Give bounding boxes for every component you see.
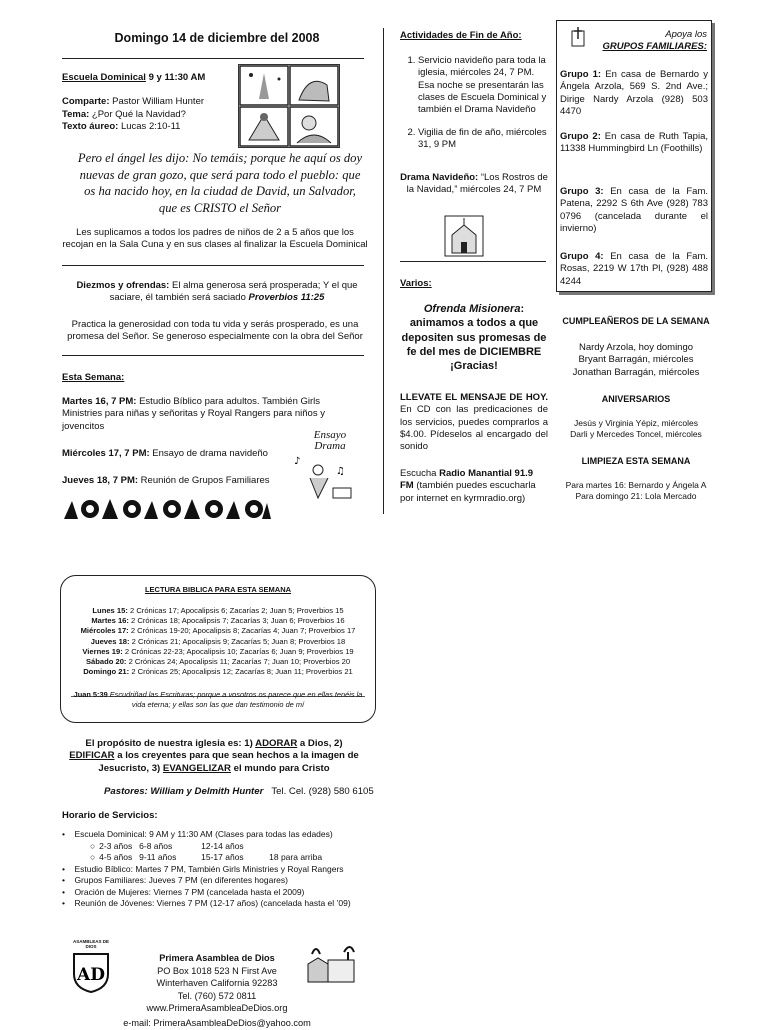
reading-day: Domingo 21: bbox=[83, 667, 130, 677]
divider bbox=[62, 355, 364, 356]
week-event-day: Martes 16, 7 PM: bbox=[62, 396, 137, 407]
reading-text: 2 Crónicas 21; Apocalipsis 9; Zacarías 5; Juan 8; Proverbios 18 bbox=[129, 636, 346, 646]
week-heading: Esta Semana: bbox=[62, 372, 125, 383]
service-text: Estudio Bíblico: Martes 7 PM, También Girls Ministries y Royal Rangers bbox=[74, 863, 344, 874]
reading-text: 2 Crónicas 17; Apocalipsis 6; Zacarías 2; Juan 5; Proverbios 15 bbox=[127, 606, 344, 615]
group-item bbox=[560, 186, 708, 235]
age-cell: 4-5 años bbox=[99, 852, 133, 863]
ofrenda-thanks: ¡Gracias! bbox=[450, 360, 498, 373]
anniversaries-title: ANIVERSARIOS bbox=[601, 394, 671, 404]
week-event bbox=[62, 396, 340, 433]
services-list bbox=[62, 829, 382, 910]
age-cell bbox=[269, 841, 326, 853]
logo-text: ASAMBLEAS DE DIOS bbox=[72, 939, 109, 949]
scripture-verse: Pero el ángel les dijo: No temáis; porque he aquí os doy nuevas de gran gozo, que será para todo el pueblo: que os ha nacido hoy, en la ciudad de David, un Salvador, que es CRISTO el Señor bbox=[77, 151, 363, 215]
svg-text:♫: ♫ bbox=[336, 466, 345, 477]
ofrenda-block: Ofrenda Misionera: animamos a todos a que depositen sus promesas de fe del mes de DICIEMBRE ¡Gracias! bbox=[401, 303, 547, 373]
reading-text: 2 Crónicas 25; Apocalipsis 12; Zacarías 8; Juan 11; Proverbios 21 bbox=[129, 667, 353, 677]
reading-day: Lunes 15: bbox=[92, 606, 128, 615]
anniversary-item: Jesús y Virginia Yépiz, miércoles bbox=[574, 418, 698, 428]
tithes-ref: Proverbios 11:25 bbox=[248, 292, 325, 304]
ofrenda-month: DICIEMBRE bbox=[479, 345, 542, 358]
drama-text: “Los Rostros de la Navidad,” miércoles 24, 7 PM bbox=[406, 172, 548, 196]
radio-message bbox=[400, 468, 548, 505]
group-item bbox=[560, 69, 708, 118]
tema-label: Tema: bbox=[62, 108, 90, 120]
radio-text: (también puedes escucharla por internet en kyrmradio.org) bbox=[400, 480, 536, 504]
week-event-text: Estudio Bíblico para adultos. También Girls Ministries para niñas y señoritas y Royal Rangers para niños y jovencitos bbox=[62, 396, 325, 432]
column-divider bbox=[383, 28, 384, 514]
pastors-phone: Tel. Cel. (928) 580 6105 bbox=[271, 786, 374, 797]
age-groups-table bbox=[90, 841, 326, 864]
reading-row bbox=[61, 626, 375, 636]
comparte-label: Comparte: bbox=[62, 96, 110, 108]
church-address1: PO Box 1018 523 N First Ave bbox=[157, 965, 277, 976]
reading-day: Miércoles 17: bbox=[80, 626, 129, 636]
birthday-item: Jonathan Barragán, miércoles bbox=[572, 366, 700, 378]
reading-row bbox=[61, 637, 375, 647]
sunday-school-info bbox=[62, 72, 237, 133]
grupos-title: GRUPOS FAMILIARES: bbox=[602, 41, 707, 52]
church-website[interactable]: www.PrimeraAsambleaDeDios.org bbox=[146, 1003, 288, 1014]
service-item: • Escuela Dominical: 9 AM y 11:30 AM (Clases para todas las edades) bbox=[62, 829, 333, 839]
reading-row bbox=[61, 647, 375, 657]
church-email[interactable]: e-mail: PrimeraAsambleaDeDios@yahoo.com bbox=[123, 1018, 311, 1028]
purpose-mid2: a los creyentes para que sean hechos a la imagen de Jesucristo, 3) bbox=[98, 750, 359, 774]
svg-text:AD: AD bbox=[77, 965, 105, 985]
page-date-title: Domingo 14 de diciembre del 2008 bbox=[114, 31, 320, 45]
generosity-note: Practica la generosidad con toda tu vida y serás prosperado, es una promesa del Señor. Se generoso especialmente con la obra del Señor bbox=[67, 319, 363, 343]
reading-row bbox=[61, 667, 375, 677]
group-label: Grupo 4: bbox=[560, 251, 604, 262]
family-groups-box bbox=[556, 20, 712, 292]
reading-title: LECTURA BIBLICA PARA ESTA SEMANA bbox=[144, 585, 292, 594]
age-cell: 6-8 años bbox=[139, 840, 173, 851]
reading-row bbox=[61, 657, 375, 667]
service-item: • Reunión de Jóvenes: Viernes 7 PM (12-17 años) (cancelada hasta el ’09) bbox=[62, 898, 351, 909]
group-label: Grupo 3: bbox=[560, 186, 604, 197]
tema-value: ¿Por Qué la Navidad? bbox=[89, 108, 186, 120]
ensayo-drama-illustration bbox=[288, 430, 358, 500]
reading-day: Viernes 19: bbox=[82, 646, 123, 656]
cd-label: LLEVATE EL MENSAJE DE HOY. bbox=[400, 392, 548, 403]
cd-message bbox=[400, 392, 548, 454]
nativity-illustration bbox=[238, 64, 340, 148]
radio-pre: Escucha bbox=[400, 468, 440, 479]
comparte-value: Pastor William Hunter bbox=[109, 96, 205, 108]
divider bbox=[62, 58, 364, 59]
reading-text: 2 Crónicas 19-20; Apocalipsis 8; Zacarías 4; Juan 7; Proverbios 17 bbox=[128, 626, 356, 636]
group-label: Grupo 2: bbox=[560, 131, 601, 142]
year-end-item: 1. Servicio navideño para toda la iglesia, miércoles 24, 7 PM. Esa noche se presentarán las clases de Escuela Dominical y también el Drama Navideño bbox=[418, 55, 548, 117]
service-text: Escuela Dominical: 9 AM y 11:30 AM (Clases para todas las edades) bbox=[74, 829, 333, 839]
pastors: Pastores: William y Delmith Hunter bbox=[104, 786, 264, 797]
year-end-item: 2. Vigilia de fin de año, miércoles 31, 9 PM bbox=[418, 127, 548, 152]
service-text: Grupos Familiares: Jueves 7 PM (en diferentes hogares) bbox=[74, 875, 288, 886]
svg-text:♪: ♪ bbox=[294, 456, 301, 467]
purpose-end: el mundo para Cristo bbox=[230, 762, 330, 774]
age-cell: 18 para arriba bbox=[269, 852, 323, 863]
ensayo-drama-art-text: Ensayo Drama bbox=[313, 429, 347, 452]
week-event bbox=[62, 448, 302, 460]
divider bbox=[400, 261, 546, 262]
ofrenda-text: animamos a todos a que depositen sus promesas de fe del mes de bbox=[401, 317, 547, 358]
age-cell: 15-17 años bbox=[201, 852, 244, 863]
reading-day: Jueves 18: bbox=[90, 636, 130, 646]
group-item bbox=[560, 251, 708, 288]
anniversaries-list bbox=[556, 418, 716, 440]
church-contact bbox=[112, 952, 322, 1015]
group-text: En casa de la Fam. Patena, 2292 S 6th Ave (928) 783 0796 (cancelada durante el invierno) bbox=[560, 186, 708, 235]
purpose-pre: El propósito de nuestra iglesia es: 1) bbox=[85, 738, 256, 749]
cleaning-item: Para domingo 21: Lola Mercado bbox=[575, 491, 697, 502]
purpose-edificar: EDIFICAR bbox=[69, 750, 115, 762]
group-text: En casa de Bernardo y Ángela Arzola, 569 S. 2nd Ave.; Dirige Nardy Arzola (928) 503 4470 bbox=[560, 69, 708, 118]
service-item: • Oración de Mujeres: Viernes 7 PM (cancelada hasta el 2009) bbox=[62, 886, 305, 897]
cleaning-list bbox=[556, 480, 716, 502]
varios-heading: Varios: bbox=[400, 278, 432, 289]
bible-cross-icon bbox=[571, 27, 585, 47]
sunday-school-time: 9 y 11:30 AM bbox=[145, 72, 206, 83]
reading-text: 2 Crónicas 18; Apocalipsis 7; Zacarías 3; Juan 6; Proverbios 16 bbox=[128, 616, 345, 626]
apoya-label: Apoya los bbox=[665, 29, 707, 40]
church-purpose bbox=[64, 738, 364, 775]
texto-label: Texto áureo: bbox=[62, 121, 119, 133]
reading-rows bbox=[61, 606, 375, 677]
tithes-label: Diezmos y ofrendas: bbox=[76, 280, 170, 291]
pastors-line bbox=[104, 786, 374, 798]
year-end-heading: Actividades de Fin de Año: bbox=[400, 30, 522, 41]
church-phone: Tel. (760) 572 0811 bbox=[177, 990, 257, 1001]
reading-row bbox=[61, 616, 375, 626]
week-event bbox=[62, 475, 302, 487]
age-cell: 12-14 años bbox=[201, 840, 244, 851]
birthdays-list bbox=[556, 342, 716, 379]
assemblies-of-god-logo bbox=[70, 940, 112, 990]
purpose-adorar: ADORAR bbox=[255, 738, 298, 749]
reading-row bbox=[61, 606, 375, 616]
age-row: ○ 2-3 años 6-8 años 12-14 años bbox=[90, 841, 326, 853]
reading-verse bbox=[71, 690, 365, 710]
reading-verse-text: Escudriñad las Escrituras; porque a vosotros os parece que en ellas tenéis la vida eterna; y ellas son las que dan testimonio de mí bbox=[107, 690, 363, 709]
drama-label: Drama Navideño: bbox=[400, 172, 479, 183]
services-heading: Horario de Servicios: bbox=[62, 810, 158, 821]
age-cell: 9-11 años bbox=[139, 852, 177, 863]
church-name: Primera Asamblea de Dios bbox=[159, 953, 275, 963]
age-cell: 2-3 años bbox=[99, 840, 133, 851]
service-text: Oración de Mujeres: Viernes 7 PM (cancelada hasta el 2009) bbox=[74, 886, 305, 897]
tithes-block bbox=[72, 280, 362, 305]
cleaning-title: LIMPIEZA ESTA SEMANA bbox=[581, 456, 691, 466]
birthday-item: Nardy Arzola, hoy domingo bbox=[578, 342, 694, 353]
church-address2: Winterhaven California 92283 bbox=[156, 978, 278, 989]
bible-reading-box bbox=[60, 575, 376, 723]
reading-verse-ref: Juan 5:39 bbox=[73, 690, 108, 699]
christmas-ornament-border bbox=[62, 495, 272, 523]
divider bbox=[62, 265, 364, 266]
church-illustration bbox=[444, 215, 484, 257]
service-item: • Estudio Bíblico: Martes 7 PM, También Girls Ministries y Royal Rangers bbox=[62, 863, 344, 874]
birthdays-title: CUMPLEAÑEROS DE LA SEMANA bbox=[562, 316, 710, 326]
group-item bbox=[560, 131, 708, 156]
reading-text: 2 Crónicas 24; Apocalipsis 11; Zacarías 7; Juan 10; Proverbios 20 bbox=[126, 656, 351, 666]
year-end-list bbox=[400, 55, 548, 161]
reading-day: Martes 16: bbox=[91, 616, 129, 626]
birthday-item: Bryant Barragán, miércoles bbox=[578, 354, 694, 366]
week-event-text: Ensayo de drama navideño bbox=[149, 448, 268, 459]
ofrenda-title: Ofrenda Misionera bbox=[423, 303, 521, 315]
purpose-mid1: a Dios, 2) bbox=[297, 738, 343, 749]
drama-block bbox=[400, 172, 548, 197]
age-row: ○ 4-5 años 9-11 años 15-17 años 18 para arriba bbox=[90, 852, 326, 864]
cleaning-item: Para martes 16: Bernardo y Ángela A bbox=[565, 480, 707, 490]
group-text: En casa de Ruth Tapia, 11338 Hummingbird Ln (Foothills) bbox=[560, 131, 708, 155]
week-event-text: Reunión de Grupos Familiares bbox=[138, 475, 270, 486]
cd-text: En CD con las predicaciones de los servicios, puedes comprarlos a $4.00. Pídeselos al encargado del sonido bbox=[400, 404, 548, 453]
week-event-day: Miércoles 17, 7 PM: bbox=[62, 448, 150, 459]
week-event-day: Jueves 18, 7 PM: bbox=[62, 475, 139, 486]
tithes-text: El alma generosa será prosperada; Y el que saciare, él también será saciado bbox=[109, 280, 358, 304]
reading-text: 2 Crónicas 22-23; Apocalipsis 10; Zacarías 6; Juan 9; Proverbios 19 bbox=[122, 646, 354, 656]
service-text: Reunión de Jóvenes: Viernes 7 PM (12-17 años) (cancelada hasta el ’09) bbox=[74, 898, 351, 909]
anniversary-item: Darli y Mercedes Toncel, miércoles bbox=[570, 429, 702, 440]
group-label: Grupo 1: bbox=[560, 69, 602, 80]
nursery-note: Les suplicamos a todos los padres de niños de 2 a 5 años que los recojan en la Sala Cuna y en sus clases al finalizar la Escuela Dominical bbox=[62, 227, 368, 251]
service-item: • Grupos Familiares: Jueves 7 PM (en diferentes hogares) bbox=[62, 875, 288, 886]
church-building-illustration bbox=[304, 942, 358, 984]
reading-day: Sábado 20: bbox=[85, 656, 127, 666]
group-text: En casa de la Fam. Rosas, 2219 W 17th Pl, (928) 488 4244 bbox=[560, 251, 708, 287]
sunday-school-label: Escuela Dominical bbox=[62, 72, 146, 83]
radio-label: Radio Manantial 91.9 FM bbox=[400, 468, 534, 492]
texto-value: Lucas 2:10-11 bbox=[118, 121, 181, 133]
purpose-evangelizar: EVANGELIZAR bbox=[162, 762, 231, 774]
